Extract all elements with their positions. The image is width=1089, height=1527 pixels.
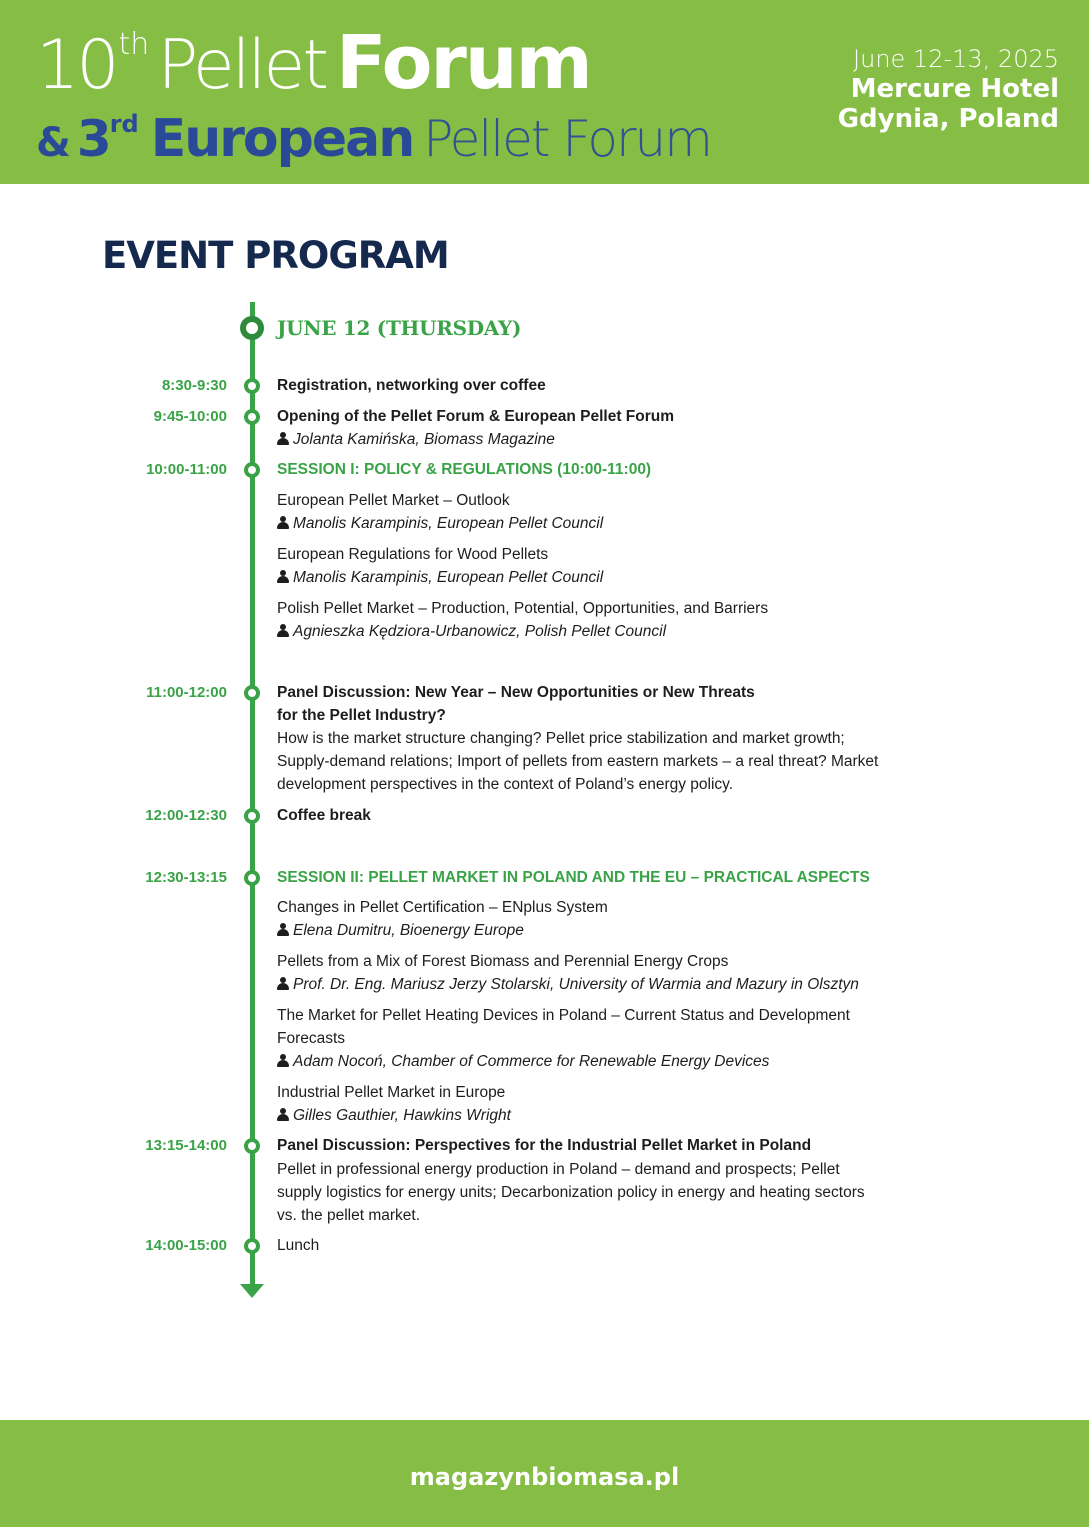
person-icon [277, 570, 289, 583]
item-time: 14:00-15:00 [145, 1237, 227, 1254]
subtitle-pellet-forum: Pellet Forum [423, 110, 711, 168]
talk-title: Changes in Pellet Certification – ENplus System [277, 899, 608, 916]
forum-title [36, 20, 591, 106]
item-time: 8:30-9:30 [161, 377, 227, 394]
speaker-name: Adam Nocoń, Chamber of Commerce for Renewable Energy Devices [293, 1053, 770, 1070]
item-time: 12:30-13:15 [145, 869, 227, 886]
talk-title: Polish Pellet Market – Production, Potential, Opportunities, and Barriers [277, 600, 769, 617]
title-word-pellet: Pellet [157, 26, 327, 105]
session-title: SESSION I: POLICY & REGULATIONS (10:00-11:00) [277, 461, 652, 478]
day-heading: JUNE 12 (THURSDAY) [277, 316, 522, 340]
speaker-name: Manolis Karampinis, European Pellet Council [293, 515, 604, 532]
page-title: EVENT PROGRAM [102, 234, 449, 277]
event-date: June 12-13, 2025 [853, 45, 1059, 73]
speaker-name: Prof. Dr. Eng. Mariusz Jerzy Stolarski, University of Warmia and Mazury in Olsztyn [293, 976, 859, 993]
ampersand: & [36, 120, 71, 166]
item-speaker [277, 428, 997, 451]
item-speaker [277, 1104, 997, 1127]
item-title: Registration, networking over coffee [277, 377, 546, 394]
speaker-name: Manolis Karampinis, European Pellet Council [293, 569, 604, 586]
event-details [838, 44, 1059, 134]
subtitle-ordinal: rd [109, 110, 139, 138]
header-banner [0, 0, 1089, 184]
subtitle-number: 3 [76, 110, 110, 168]
speaker-name: Gilles Gauthier, Hawkins Wright [293, 1107, 511, 1124]
item-time: 10:00-11:00 [146, 461, 227, 478]
day-marker-icon [240, 316, 264, 340]
timeline-dot [244, 1238, 260, 1254]
event-venue: Mercure Hotel [850, 74, 1059, 104]
title-ordinal: th [118, 27, 150, 62]
timeline-dot [244, 870, 260, 886]
item-speaker [277, 512, 997, 535]
person-icon [277, 1054, 289, 1067]
footer-website-link[interactable]: magazynbiomasa.pl [409, 1463, 680, 1491]
item-time: 11:00-12:00 [146, 684, 227, 701]
timeline-dot [244, 409, 260, 425]
timeline-dot [244, 378, 260, 394]
panel-description-line-2: Supply-demand relations; Import of pellets from eastern markets – a real threat? Market [277, 753, 879, 770]
person-icon [277, 1108, 289, 1121]
panel-title-line-2: for the Pellet Industry? [277, 707, 446, 724]
subtitle-word-european: European [150, 109, 414, 169]
timeline-arrow-icon [240, 1284, 264, 1298]
item-time: 13:15-14:00 [145, 1137, 227, 1154]
speaker-name: Elena Dumitru, Bioenergy Europe [293, 922, 524, 939]
panel-title: Panel Discussion: Perspectives for the Industrial Pellet Market in Poland [277, 1137, 812, 1154]
person-icon [277, 977, 289, 990]
panel-description-line-3: development perspectives in the context of Poland’s energy policy. [277, 776, 734, 793]
panel-description-line-1: Pellet in professional energy production in Poland – demand and prospects; Pellet [277, 1161, 840, 1178]
person-icon [277, 624, 289, 637]
timeline-dot [244, 462, 260, 478]
european-forum-title [36, 109, 711, 169]
title-number: 10 [36, 26, 117, 105]
item-time: 12:00-12:30 [145, 807, 227, 824]
session-title: SESSION II: PELLET MARKET IN POLAND AND THE EU – PRACTICAL ASPECTS [277, 869, 870, 886]
person-icon [277, 923, 289, 936]
panel-description-line-2: supply logistics for energy units; Decarbonization policy in energy and heating sectors [277, 1184, 865, 1201]
item-speaker [277, 566, 997, 589]
talk-title: Industrial Pellet Market in Europe [277, 1084, 506, 1101]
item-title: Coffee break [277, 807, 371, 824]
panel-title-line-1: Panel Discussion: New Year – New Opportunities or New Threats [277, 684, 755, 701]
panel-description-line-1: How is the market structure changing? Pellet price stabilization and market growth; [277, 730, 845, 747]
timeline-dot [244, 808, 260, 824]
speaker-name: Jolanta Kamińska, Biomass Magazine [293, 431, 555, 448]
item-speaker [277, 620, 997, 643]
title-word-forum: Forum [336, 20, 591, 106]
talk-title-line-2: Forecasts [277, 1030, 346, 1047]
talk-title: European Pellet Market – Outlook [277, 492, 510, 509]
talk-title: Pellets from a Mix of Forest Biomass and Perennial Energy Crops [277, 953, 729, 970]
timeline-dot [244, 1138, 260, 1154]
event-location: Gdynia, Poland [837, 104, 1059, 134]
speaker-name: Agnieszka Kędziora-Urbanowicz, Polish Pellet Council [293, 623, 667, 640]
item-speaker [277, 973, 997, 996]
item-speaker [277, 1050, 997, 1073]
item-title: Opening of the Pellet Forum & European Pellet Forum [277, 408, 675, 425]
item-title: Lunch [277, 1237, 320, 1254]
timeline-dot [244, 685, 260, 701]
person-icon [277, 516, 289, 529]
panel-description-line-3: vs. the pellet market. [277, 1207, 421, 1224]
talk-title: European Regulations for Wood Pellets [277, 546, 549, 563]
talk-title-line-1: The Market for Pellet Heating Devices in Poland – Current Status and Development [277, 1007, 850, 1024]
person-icon [277, 432, 289, 445]
item-time: 9:45-10:00 [153, 408, 227, 425]
item-speaker [277, 919, 997, 942]
